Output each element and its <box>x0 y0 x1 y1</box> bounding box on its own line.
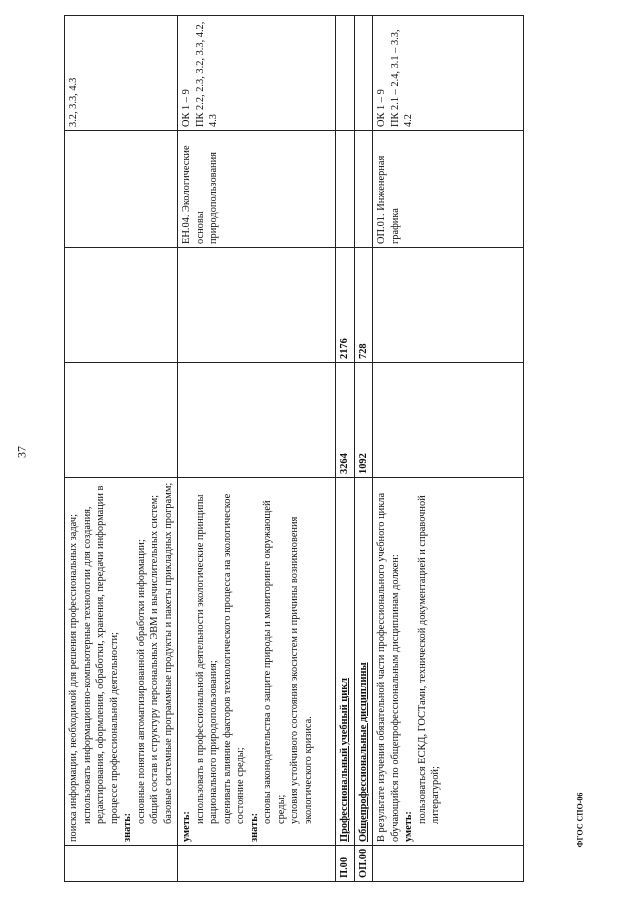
can-label: уметь: <box>403 811 415 842</box>
competence-text-cell <box>178 478 336 846</box>
competencies-cell: ОК 1 – 9 ПК 2.1 – 2.4, 3.1 – 3.3, 4.2 <box>373 16 524 131</box>
text-line: общий состав и структуру персональных ЭВМ и вычислительных систем; <box>149 494 161 824</box>
table-row <box>354 16 373 882</box>
text-line: оценивать влияние факторов технологического процесса на экологическое состояние среды; <box>221 493 247 824</box>
table-row <box>373 16 524 882</box>
discipline-cell <box>65 131 178 248</box>
max-hours-cell <box>373 363 524 478</box>
intro-text: В результате изучения обязательной части профессионального учебного цикла обучающийся по общепрофессиональным дисциплинам должен: <box>376 492 401 842</box>
text-line: использовать информационно-компьютерные технологии для создания, редактирования, оформления, обработки, хранения, передачи информации в процессе профессиональной деятельности; <box>81 485 120 824</box>
competencies-cell: 3.2, 3.3, 4.3 <box>65 16 178 131</box>
hours-cell <box>178 248 336 363</box>
know-label: знать: <box>122 812 134 842</box>
index-cell <box>178 846 336 882</box>
hours-cell <box>65 248 178 363</box>
max-hours-cell <box>178 363 336 478</box>
footer-label: ФГОС СПО-06 <box>575 792 585 848</box>
page-number: 37 <box>14 446 29 458</box>
discipline-cell: ОП.01. Инженерная графика <box>373 131 524 248</box>
text-line: поиска информации, необходимой для решения профессиональных задач; <box>68 514 79 842</box>
text-line: базовые системные программные продукты и пакеты прикладных программ; <box>162 482 174 824</box>
discipline-cell <box>354 131 373 248</box>
curriculum-table <box>64 15 524 882</box>
competencies-cell: ОК 1 – 9 ПК 2.2, 2.3, 3.2, 3.3, 4.2, 4.3 <box>178 16 336 131</box>
max-hours-cell <box>65 363 178 478</box>
can-label: уметь: <box>181 811 193 842</box>
table-row <box>336 16 355 882</box>
text-line: использовать в профессиональной деятельности экологические принципы рационального природопользования; <box>194 494 220 824</box>
cycle-title-cell: Общепрофессиональные дисциплины <box>354 478 373 846</box>
table-row <box>178 16 336 882</box>
table-row <box>65 16 178 882</box>
index-cell <box>373 846 524 882</box>
hours-cell <box>373 248 524 363</box>
competence-text-cell <box>373 478 524 846</box>
text-line: условия устойчивого состояния экосистем и причины возникновения экологического кризиса. <box>289 516 314 824</box>
text-line: пользоваться ЕСКД, ГОСТами, технической документацией и справочной литературой; <box>416 495 442 824</box>
competence-text-cell <box>65 478 178 846</box>
text-line: основы законодательства о защите природы и мониторинге окружающей среды; <box>262 500 287 824</box>
max-hours-cell: 1092 <box>354 363 373 478</box>
know-label: знать: <box>248 812 260 842</box>
cycle-title-cell: Профессиональный учебный цикл <box>336 478 355 846</box>
rotated-table-area <box>64 16 524 882</box>
discipline-cell <box>336 131 355 248</box>
max-hours-cell: 3264 <box>336 363 355 478</box>
text-line: основные понятия автоматизированной обработки информации; <box>135 539 147 824</box>
hours-cell: 728 <box>354 248 373 363</box>
competencies-cell <box>354 16 373 131</box>
index-cell: ОП.00 <box>354 846 373 882</box>
discipline-cell: ЕН.04. Экологические основы природопользования <box>178 131 336 248</box>
hours-cell: 2176 <box>336 248 355 363</box>
index-cell: П.00 <box>336 846 355 882</box>
table-wrapper <box>64 16 524 882</box>
index-cell <box>65 846 178 882</box>
competencies-cell <box>336 16 355 131</box>
